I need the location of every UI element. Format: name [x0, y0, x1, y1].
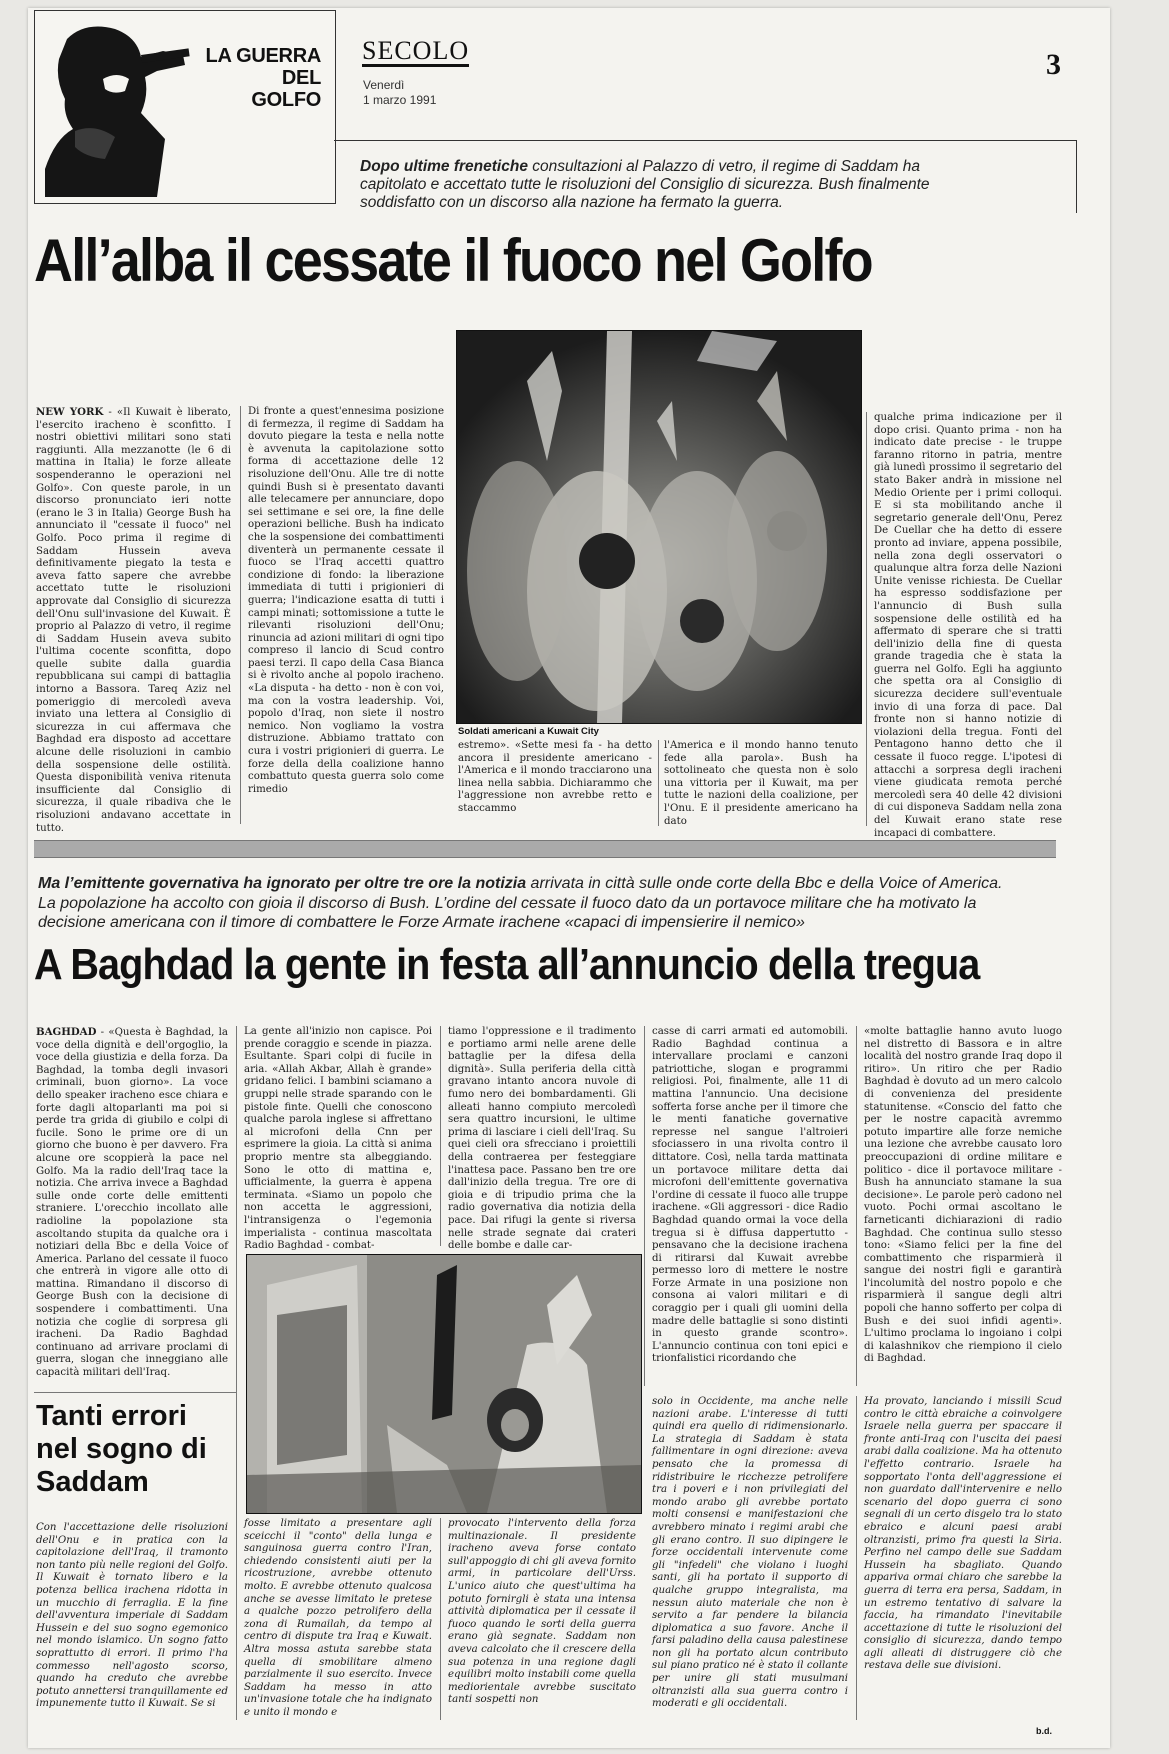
- column-divider: [856, 1026, 857, 1386]
- article3-top-rule: [34, 1392, 236, 1393]
- article2-column-5: «molte battaglie hanno avuto luogo nel distretto di Bassora e in altre località del nostro grande Iraq dopo il ritiro». Un ritiro che per Radio Baghdad è dovuto ad un mero calcolo di convenienza del presidente statunitense. «Conscio del fatto che per le nostre capacità avremmo potuto impartire alle forze nemiche una lezione che avrebbe causato loro preoccupazioni di ordine militare e politico - dice il portavoce militare - Bush ha annunciato stamane la sua decisione». Le parole però cadono nel vuoto. Pochi ormai ascoltano le farneticanti dichiarazioni di radio Baghdad. Che continua sullo stesso tono: «Siamo felici per la fine del combattimento che risparmierà il sangue dei nostri figli e garantirà l'incolumità del nostro popolo e che risparmierà il sangue degli altri popoli che hanno sofferto per colpa di Bush e dei suoi infidi agenti». L'ultimo proclama lo ingoiano i colpi di kalashnikov che riempiono il cielo di Baghdad.: [864, 1026, 1062, 1365]
- article1-column-3a: estremo». «Sette mesi fa - ha detto ancora il presidente americano - l'America e il mondo tracciarono una linea nella sabbia. Dichiarammo che l'aggressione non avrebbe retto e staccammo: [458, 740, 652, 814]
- article3-column-4: solo in Occidente, ma anche nelle nazioni arabe. L'interesse di tutti quindi era quello di ridimensionarlo. La strategia di Saddam è stata fallimentare in ogni direzione: aveva pensato che la promessa di ridistribuire le ricchezze petrolifere tra i poveri e i non privilegiati del mondo arabo gli avrebbe portato molti consensi e manifestazioni che avrebbero minato i regimi arabi che gli erano contro. Il suo dipingere le forze occidentali intervenute come gli "infedeli" che violano i luoghi santi, gli ha portato il supporto di qualche gruppo integralista, ma nessun aiuto materiale che non è servito a far pendere la bilancia diplomatica a suo favore. Anche il farsi paladino della causa palestinese non gli ha portato alcun contributo sul piano pratico né è stato il collante per unire gli stati musulmani oltranzisti alla sua guerra contro i moderati e gli occidentali.: [652, 1396, 848, 1710]
- article3-column-3: provocato l'intervento della forza multinazionale. Il presidente iracheno aveva forse contato sull'appoggio di chi gli aveva fornito armi, in particolare dell'Urss. L'unico aiuto che quest'ultima ha potuto fornirgli è stata una intensa attività diplomatica per il cessate il fuoco quando le sorti della guerra erano già segnate. Saddam non aveva calcolato che il crescere della sua potenza in una regione dagli equilibri molto instabili come quella mediorientale avrebbe suscitato tanti sospetti non: [448, 1518, 636, 1706]
- column-divider: [644, 1026, 645, 1386]
- article1-column-3b: l'America e il mondo hanno tenuto fede alla parola». Bush ha sottolineato che questa non è solo una vittoria per il Kuwait, ma per tutte le nazioni della coalizione, per l'Onu. E il presidente americano ha dato: [664, 740, 858, 827]
- article2-column-2: La gente all'inizio non capisce. Poi prende coraggio e scende in piazza. Esultante. Spari colpi di fucile in aria. «Allah Akbar, Allah è grande» gridano felici. I bambini sciamano a gruppi nelle strade sparando con le pistole finte. Quelli che conoscono qualche parola inglese si affrettano al microfoni della Cnn per esprimere la gioia. La città si anima proprio mentre sta albeggiando. Sono le otto di mattina e, ufficialmente, la guerra è appena terminata. «Siamo un popolo che non accetta le aggressioni, l'intransigenza o l'egemonia imperialista - continua mascoltata Radio Baghdad - combat-: [244, 1026, 432, 1252]
- article3-headline: Tanti errori nel sogno di Saddam: [36, 1400, 207, 1498]
- section-separator-band: [34, 840, 1056, 858]
- article3-column-1: Con l'accettazione delle risoluzioni dell'Onu e in pratica con la capitolazione dell'Iraq, il tramonto non tanto più nelle regioni del Golfo. Il Kuwait è tornato libero e la potenza bellica irachena ridotta in un mucchio di ferraglia. E la fine dell'avventura imperiale di Saddam Hussein e del suo sogno egemonico nel mondo islamico. Un sogno fatto soprattutto di errori. Il primo l'ha commesso nell'agosto scorso, quando ha creduto che avrebbe potuto annettersi tranquillamente ed impunemente tutto il Kuwait. Se si: [36, 1522, 228, 1710]
- article1-column-4: qualche prima indicazione per il dopo crisi. Quanto prima - non ha indicato date precise - le truppe faranno ritorno in patria, mentre già lunedì prossimo il segretario del stato Baker andrà in missione nel Medio Oriente per i primi colloqui. E si sta mobilitando anche il segretario generale dell'Onu, Perez De Cuellar che ha detto di essere pronto ad inviare, appena possibile, nella zona degli osservatori o qualunque altra forza delle Nazioni Unite venisse richiesta. De Cuellar ha espresso soddisfazione per l'annuncio di Bush sulla sospensione delle ostilità ed ha affermato di sperare che si tratti dell'inizio della fine di questa grande tragedia che è stata la guerra nel Golfo. Egli ha aggiunto che spetta ora al Consiglio di sicurezza decidere sull'eventuale invio di una forza di pace. Dal fronte non si hanno notizie di violazioni della tregua. Fonti del Pentagono hanno detto che il cessate il fuoco regge. L'ipotesi di attacchi a sorpresa degli iracheni viene giudicata remota perché mercoledì sera 40 delle 42 divisioni di cui disponeva Saddam nella zona del Kuwait erano state rese incapaci di combattere.: [874, 412, 1062, 839]
- column-divider: [856, 1396, 857, 1720]
- article3-column-2: fosse limitato a presentare agli sceicchi il "conto" della lunga e sanguinosa guerra contro l'Iran, chiedendo consistenti aiuti per la ricostruzione, avrebbe ottenuto molto. E avrebbe ottenuto qualcosa anche se avesse limitato le pretese a qualche pozzo petrolifero della zona di Rumailah, da tempo al centro di dispute tra Iraq e Kuwait. Altra mossa astuta sarebbe stata quella di smobilitare almeno parzialmente il suo esercito. Invece Saddam ha messo in atto un'invasione totale che ha indignato e unito il mondo e: [244, 1518, 432, 1718]
- photo-baghdad-celebration: [246, 1254, 642, 1514]
- article2-headline: A Baghdad la gente in festa all’annuncio della tregua: [34, 940, 980, 989]
- column-divider: [866, 412, 867, 826]
- article3-column-5: Ha provato, lanciando i missili Scud contro le città ebraiche a coinvolgere Israele nella guerra per spaccare il fronte anti-Iraq con l'uscita dei paesi arabi dalla coalizione. Ma ha ottenuto l'effetto contrario. Israele ha sopportato l'onta dell'aggressione ei non guardato dall'intervenire e nello scenario del dopo guerra ci sono segnali di un certo disgelo tra lo stato ebraico e alcuni paesi arabi oltranzisti, primo fra questi la Siria. Perfino nel campo delle sue Saddam Hussein ha sbagliato. Quando appariva ormai chiaro che sarebbe la guerra di terra era persa, Saddam, in un estremo tentativo di salvare la faccia, ha rimandato l'inevitabile accettazione di tutte le risoluzioni del consiglio di sicurezza, dando tempo agli alleati di distruggere ciò che restava delle sue divisioni.: [864, 1396, 1062, 1672]
- photo-image: [457, 331, 861, 723]
- page-number: 3: [1046, 48, 1061, 81]
- article2-column-1: BAGHDAD - «Questa è Baghdad, la voce della dignità e dell'orgoglio, la voce della giustizia e della forza. Da Baghdad, la tomba degli invasori criminali, buon giorno». La voce dello speaker iracheno esce chiara e forte dagli altoparlanti ma poi si perde tra grida di giubilo e colpi di fucile. Sono le prime ore di un giorno che buono è per davvero. Fra alcune ore scoppierà la pace nel Golfo. Ma la radio dell'Iraq tace la notizia. Che arriva invece a Baghdad sulle onde corte delle emittenti straniere. L'orecchio incollato alle radioline la popolazione sta ascoltando stupita da qualche ora i notiziari della Bbc e della Voice of America. Parlano del cessate il fuoco che entrerà in vigore alle otto di mattina. Rimandano il discorso di George Bush con la decisione di sospendere i combattimenti. Una notizia che coglie di sorpresa gli iracheni. Da Radio Baghdad continuano ad arrivare proclami di guerra, slogan che inneggiano alle capacità militari dell'Iraq.: [36, 1026, 228, 1379]
- article1-column-1: NEW YORK - «Il Kuwait è liberato, l'esercito iracheno è sconfitto. I nostri obiettivi militari sono stati raggiunti. Alla mezzanotte (le 6 di mattina in Italia) le forze alleate sospenderanno le operazioni nel Golfo». Con queste parole, in un discorso pronunciato ieri notte (erano le 3 in Italia) George Bush ha annunciato il "cessate il fuoco" nel Golfo. Poco prima il regime di Saddam Hussein aveva definitivamente piegato la testa e aveva fatto sapere che avrebbe accettato tutte le risoluzioni approvate dal Consiglio di sicurezza dell'Onu sull'invasione del Kuwait. È proprio al Palazzo di vetro, il regime di Saddam Husein aveva subito l'ultima cocente sconfitta, dopo quelle subite dalla guardia repubblicana sui campi di battaglia intorno a Bassora. Tareq Aziz nel pomeriggio di mercoledì aveva inviato una lettera al Consiglio di sicurezza in cui affermava che Baghdad era disposto ad accettare alcune delle risoluzioni in cambio della sospensione delle ostilità. Questa disponibilità veniva ritenuta insufficiente dal Consiglio di sicurezza, il quale ribadiva che le risoluzioni andavano accettate in tutto.: [36, 406, 231, 834]
- column-divider: [236, 1026, 237, 1720]
- column-divider: [658, 740, 659, 826]
- masthead-title: SECOLO: [362, 36, 470, 65]
- soldier-silhouette-icon: [45, 19, 195, 197]
- article1-headline: All’alba il cessate il fuoco nel Golfo: [34, 227, 872, 294]
- column-divider: [440, 1518, 441, 1720]
- article3-signature: b.d.: [1036, 1726, 1052, 1736]
- newspaper-page: [28, 8, 1110, 1748]
- article2-column-4: casse di carri armati ed automobili. Radio Baghdad continua a intervallare proclami e canzoni patriottiche, slogan e programmi religiosi. Poi, finalmente, alle 11 di mattina l'annuncio. Una decisione sofferta forse anche per il timore che le menti fanatiche governative represse nel sangue l'altroieri sfociassero in una rivolta contro il dittatore. Così, nella tarda mattinata un portavoce militare detta dai microfoni dell'emittente governativa l'ordine di cessate il fuoco alle truppe irachene. «Gli aggressori - dice Radio Baghdad quando ormai la voce della tregua si è diffusa dappertutto - pensavano che la decisione irachena di ritirarsi dal Kuwait avrebbe permesso loro di mettere le nostre Forze Armate in una posizione non consona ai valori militari e di coraggio per i quali gli uomini della madre delle battaglie si sono distinti in questo grande scontro». L'annuncio continua con toni epici e trionfalistici ricordando che: [652, 1026, 848, 1365]
- photo-caption: Soldati americani a Kuwait City: [458, 726, 599, 737]
- section-kicker: LA GUERRA DEL GOLFO: [205, 45, 321, 111]
- article2-summary: Ma l’emittente governativa ha ignorato per oltre tre ore la notizia arrivata in città sulle onde corte della Bbc e della Voice of America. La popolazione ha accolto con gioia il discorso di Bush. L’ordine del cessate il fuoco dato da un portavoce militare che ha motivato la decisione americana con il timore di combattere le Forze Armate irachene «capaci di impensierire il nemico»: [38, 875, 1003, 931]
- column-divider: [240, 406, 241, 824]
- column-divider: [440, 1026, 441, 1246]
- article1-column-2: Di fronte a quest'ennesima posizione di fermezza, il regime di Saddam ha dovuto piegare la testa e nella notte è avvenuta la capitolazione sotto forma di accettazione delle 12 risoluzione dell'Onu. Alle tre di notte quindi Bush si è presentato davanti alle telecamere per annunciare, dopo sei settimane e sei ore, la fine delle operazioni belliche. Bush ha indicato che la sospensione dei combattimenti diventerà un permanente cessate il fuoco se l'Iraq accetti quattro condizione di fondo: la liberazione immediata di tutti i prigionieri di guerra; l'indicazione esatta di tutti i campi minati; sottomissione a tutte le rilevanti risoluzioni dell'Onu; rinuncia ad azioni militari di ogni tipo compreso il lancio di Scud contro paesi terzi. Il capo della Casa Bianca si è rivolto anche al popolo iracheno. «La disputa - ha detto - non è con voi, ma con la vostra leadership. Voi, popolo d'Iraq, non siete il nostro nemico. Non vogliamo la vostra distruzione. Abbiamo trattato con cura i vostri prigionieri di guerra. Le forze della della coalizione hanno combattuto questa guerra solo come rimedio: [248, 406, 444, 795]
- article2-column-3: tiamo l'oppressione e il tradimento e portiamo armi nelle arene delle battaglie per la difesa della dignità». Sulla periferia della città gravano intanto ancora nuvole di fumo nero dei bombardamenti. Gli alleati hanno compiuto mercoledì sera quattro incursioni, le ultime prima di lasciare i cieli dell'Iraq. Su quei cieli ora sfrecciano i proiettili della contraerea per festeggiare l'inattesa pace. Passano ben tre ore dall'inizio della tregua. Tre ore di gioia e di tripudio prima che la radio governativa dia notizia della pace. Dai rifugi la gente si riversa nelle strade segnate dai crateri delle bombe e dalle car-: [448, 1026, 636, 1252]
- photo-image: [247, 1255, 641, 1513]
- issue-date: Venerdì 1 marzo 1991: [363, 78, 437, 107]
- section-logo-box: [34, 10, 336, 204]
- article1-summary: Dopo ultime frenetiche consultazioni al Palazzo di vetro, il regime di Saddam ha capitolato e accettato tutte le risoluzioni del Consiglio di sicurezza. Bush finalmente soddisfatto con un discorso alla nazione ha fermato la guerra.: [360, 158, 930, 211]
- photo-soldiers-kuwait-city: [456, 330, 862, 724]
